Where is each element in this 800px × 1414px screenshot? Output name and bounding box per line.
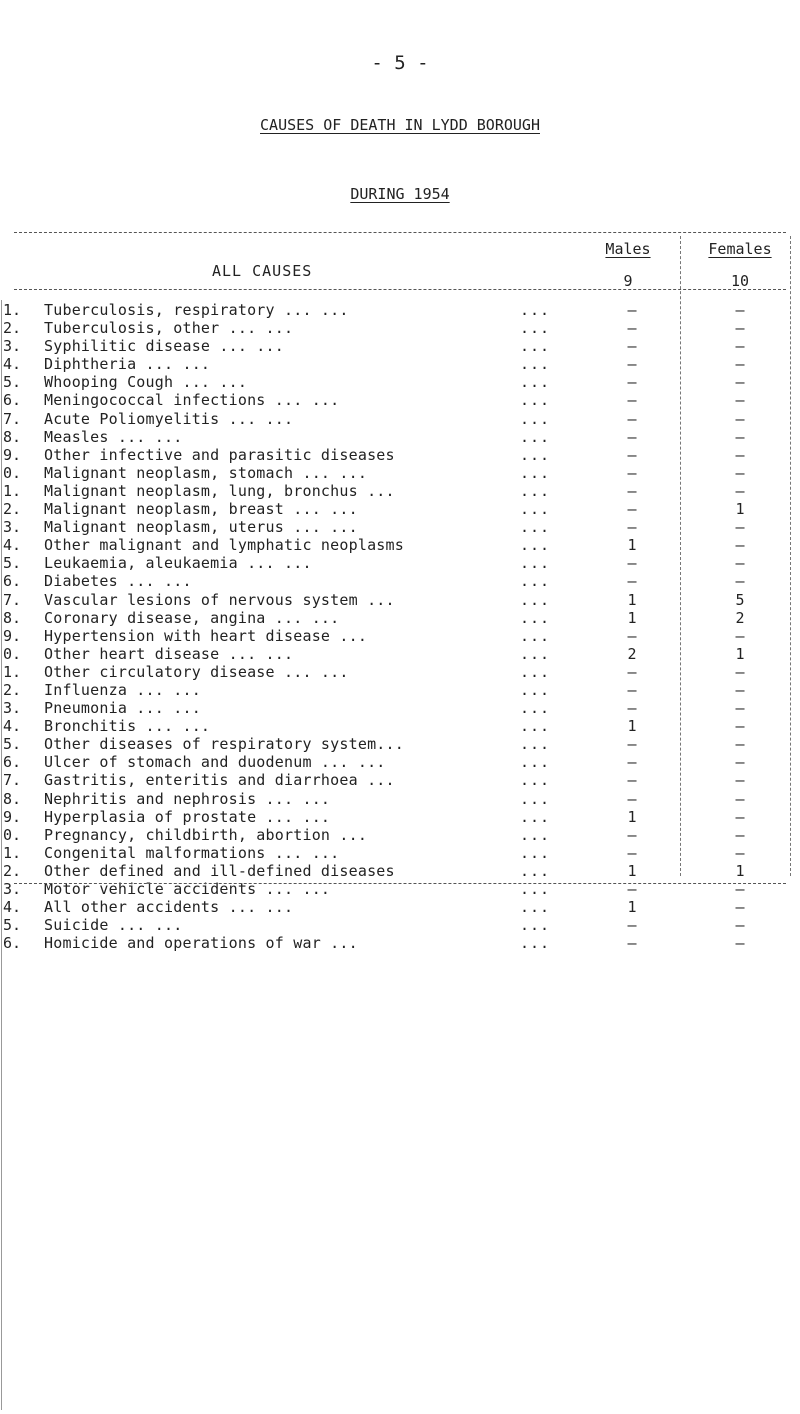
cause-label: Malignant neoplasm, stomach ... ... <box>44 463 368 482</box>
cause-label: Syphilitic disease ... ... <box>44 337 284 356</box>
males-count: – <box>627 373 637 392</box>
table-row <box>0 428 800 446</box>
page-number: - 5 - <box>371 52 429 74</box>
page-title-text: CAUSES OF DEATH IN LYDD BOROUGH <box>260 116 540 134</box>
cause-label: Suicide ... ... <box>44 916 183 935</box>
females-count: – <box>735 319 745 338</box>
cause-label: Diphtheria ... ... <box>44 355 211 374</box>
males-count: – <box>627 445 637 464</box>
cause-label: Tuberculosis, other ... ... <box>44 319 294 338</box>
table-row <box>0 355 800 373</box>
header-rule <box>14 289 786 290</box>
females-count: – <box>735 301 745 319</box>
females-count: – <box>735 554 745 573</box>
row-number: 5. <box>3 735 22 754</box>
cause-label: Measles ... ... <box>44 427 183 446</box>
row-number: 2. <box>3 500 22 519</box>
females-count: – <box>735 735 745 754</box>
males-count: – <box>627 409 637 428</box>
males-count: – <box>627 391 637 410</box>
table-row <box>0 753 800 771</box>
row-number: 0. <box>3 825 22 844</box>
females-count: – <box>735 427 745 446</box>
males-count: 1 <box>627 536 637 555</box>
row-dots: ... <box>520 753 551 772</box>
females-count: – <box>735 536 745 555</box>
cause-label: Other heart disease ... ... <box>44 644 294 663</box>
males-count: 1 <box>627 898 637 917</box>
row-number: 1. <box>3 662 22 681</box>
row-number: 8. <box>3 608 22 627</box>
cause-label: Other circulatory disease ... ... <box>44 662 349 681</box>
females-count: – <box>735 753 745 772</box>
row-number: 9. <box>3 807 22 826</box>
table-row <box>0 735 800 753</box>
row-dots: ... <box>520 843 551 862</box>
females-count: – <box>735 337 745 356</box>
cause-label: Meningococcal infections ... ... <box>44 391 340 410</box>
table-row <box>0 591 800 609</box>
cause-label: Coronary disease, angina ... ... <box>44 608 340 627</box>
row-dots: ... <box>520 735 551 754</box>
row-dots: ... <box>520 717 551 736</box>
row-number: 4. <box>3 717 22 736</box>
females-count: – <box>735 843 745 862</box>
females-count: 1 <box>735 500 745 519</box>
row-number: 7. <box>3 590 22 609</box>
row-dots: ... <box>520 518 551 537</box>
females-count: – <box>735 445 745 464</box>
cause-rows <box>0 301 800 952</box>
females-count: – <box>735 771 745 790</box>
males-header <box>582 240 674 258</box>
cause-label: Leukaemia, aleukaemia ... ... <box>44 554 312 573</box>
table-row <box>0 934 800 952</box>
row-number: 1. <box>3 481 22 500</box>
females-count: – <box>735 409 745 428</box>
females-count: – <box>735 898 745 917</box>
table-row <box>0 898 800 916</box>
males-count: – <box>627 554 637 573</box>
row-number: 8. <box>3 427 22 446</box>
row-dots: ... <box>520 409 551 428</box>
table-row <box>0 301 800 319</box>
females-count: – <box>735 825 745 844</box>
table-row <box>0 717 800 735</box>
females-count: – <box>735 626 745 645</box>
row-number: 4. <box>3 898 22 917</box>
males-count: – <box>627 699 637 718</box>
males-count: – <box>627 771 637 790</box>
males-count: – <box>627 572 637 591</box>
cause-label: Acute Poliomyelitis ... ... <box>44 409 294 428</box>
row-dots: ... <box>520 427 551 446</box>
females-count: – <box>735 355 745 374</box>
cause-label: Malignant neoplasm, uterus ... ... <box>44 518 358 537</box>
females-total: 10 <box>730 272 750 290</box>
table-row <box>0 391 800 409</box>
females-count: – <box>735 463 745 482</box>
table-row <box>0 862 800 880</box>
males-count: – <box>627 916 637 935</box>
table-row <box>0 826 800 844</box>
row-number: 2. <box>3 680 22 699</box>
males-count: – <box>627 301 637 319</box>
page-subtitle-text: DURING 1954 <box>350 185 450 203</box>
table-row <box>0 464 800 482</box>
table-bottom-rule <box>14 883 786 884</box>
row-number: 0. <box>3 463 22 482</box>
table-row <box>0 319 800 337</box>
cause-label: Diabetes ... ... <box>44 572 192 591</box>
cause-label: All other accidents ... ... <box>44 898 294 917</box>
females-count: – <box>735 880 745 898</box>
males-count: 1 <box>627 807 637 826</box>
males-count: – <box>627 337 637 356</box>
cause-label: Gastritis, enteritis and diarrhoea ... <box>44 771 395 790</box>
row-dots: ... <box>520 373 551 392</box>
males-count: – <box>627 789 637 808</box>
table-row <box>0 554 800 572</box>
row-number: 6. <box>3 572 22 591</box>
row-number: 3. <box>3 880 22 898</box>
females-count: – <box>735 934 745 953</box>
cause-label: Other defined and ill-defined diseases <box>44 861 395 880</box>
row-dots: ... <box>520 445 551 464</box>
males-count: – <box>627 934 637 953</box>
males-count: – <box>627 880 637 898</box>
females-count: – <box>735 807 745 826</box>
females-count: 1 <box>735 644 745 663</box>
row-number: 2. <box>3 861 22 880</box>
row-number: 3. <box>3 699 22 718</box>
males-count: – <box>627 825 637 844</box>
females-count: – <box>735 662 745 681</box>
row-number: 9. <box>3 445 22 464</box>
row-number: 5. <box>3 916 22 935</box>
row-number: 3. <box>3 337 22 356</box>
males-count: 2 <box>627 644 637 663</box>
table-row <box>0 536 800 554</box>
row-dots: ... <box>520 337 551 356</box>
table-row <box>0 373 800 391</box>
row-dots: ... <box>520 554 551 573</box>
males-header-label: Males <box>605 240 651 258</box>
row-number: 1. <box>3 843 22 862</box>
row-number: 9. <box>3 626 22 645</box>
males-count: – <box>627 843 637 862</box>
table-top-rule <box>14 232 786 233</box>
females-count: – <box>735 373 745 392</box>
table-row <box>0 572 800 590</box>
males-count: 1 <box>627 717 637 736</box>
table-row <box>0 790 800 808</box>
cause-label: Other infective and parasitic diseases <box>44 445 395 464</box>
table-row <box>0 916 800 934</box>
cause-label: Malignant neoplasm, lung, bronchus ... <box>44 481 395 500</box>
page-title <box>0 116 800 134</box>
cause-label: Influenza ... ... <box>44 680 201 699</box>
females-count: – <box>735 789 745 808</box>
table-row <box>0 645 800 663</box>
table-row <box>0 663 800 681</box>
males-count: – <box>627 427 637 446</box>
row-dots: ... <box>520 626 551 645</box>
females-count: 2 <box>735 608 745 627</box>
cause-label: Tuberculosis, respiratory ... ... <box>44 301 349 319</box>
row-dots: ... <box>520 301 551 319</box>
females-count: – <box>735 680 745 699</box>
table-row <box>0 609 800 627</box>
cause-label: Congenital malformations ... ... <box>44 843 340 862</box>
row-dots: ... <box>520 916 551 935</box>
males-count: – <box>627 518 637 537</box>
table-row <box>0 771 800 789</box>
females-count: 1 <box>735 861 745 880</box>
row-dots: ... <box>520 355 551 374</box>
row-dots: ... <box>520 934 551 953</box>
cause-label: Homicide and operations of war ... <box>44 934 358 953</box>
females-count: – <box>735 916 745 935</box>
table-row <box>0 446 800 464</box>
females-count: – <box>735 717 745 736</box>
row-dots: ... <box>520 771 551 790</box>
row-number: 1. <box>3 301 22 319</box>
males-count: – <box>627 355 637 374</box>
row-dots: ... <box>520 898 551 917</box>
row-dots: ... <box>520 644 551 663</box>
row-dots: ... <box>520 391 551 410</box>
males-count: – <box>627 662 637 681</box>
row-number: 2. <box>3 319 22 338</box>
females-header <box>690 240 790 258</box>
row-number: 7. <box>3 409 22 428</box>
row-number: 7. <box>3 771 22 790</box>
cause-label: Hyperplasia of prostate ... ... <box>44 807 331 826</box>
cause-label: Other malignant and lymphatic neoplasms <box>44 536 404 555</box>
row-dots: ... <box>520 536 551 555</box>
cause-label: Vascular lesions of nervous system ... <box>44 590 395 609</box>
cause-label: Nephritis and nephrosis ... ... <box>44 789 331 808</box>
females-count: – <box>735 391 745 410</box>
row-dots: ... <box>520 608 551 627</box>
males-count: – <box>627 680 637 699</box>
row-dots: ... <box>520 880 551 898</box>
row-dots: ... <box>520 319 551 338</box>
cause-label: Pneumonia ... ... <box>44 699 201 718</box>
table-row <box>0 410 800 428</box>
cause-label: Malignant neoplasm, breast ... ... <box>44 500 358 519</box>
table-row <box>0 518 800 536</box>
row-dots: ... <box>520 699 551 718</box>
females-count: – <box>735 481 745 500</box>
row-dots: ... <box>520 590 551 609</box>
table-row <box>0 500 800 518</box>
females-count: – <box>735 518 745 537</box>
males-count: – <box>627 319 637 338</box>
cause-label: Ulcer of stomach and duodenum ... ... <box>44 753 386 772</box>
males-total: 9 <box>623 272 633 290</box>
table-row <box>0 681 800 699</box>
males-count: 1 <box>627 608 637 627</box>
cause-label: Pregnancy, childbirth, abortion ... <box>44 825 368 844</box>
females-count: 5 <box>735 590 745 609</box>
row-number: 3. <box>3 518 22 537</box>
row-dots: ... <box>520 463 551 482</box>
cause-label: Motor vehicle accidents ... ... <box>44 880 331 898</box>
page-subtitle <box>0 185 800 203</box>
cause-label: Bronchitis ... ... <box>44 717 211 736</box>
males-count: – <box>627 626 637 645</box>
table-row <box>0 627 800 645</box>
males-count: – <box>627 500 637 519</box>
males-count: – <box>627 463 637 482</box>
table-row <box>0 482 800 500</box>
males-count: – <box>627 735 637 754</box>
row-dots: ... <box>520 825 551 844</box>
cause-label: Whooping Cough ... ... <box>44 373 248 392</box>
row-number: 6. <box>3 934 22 953</box>
females-count: – <box>735 572 745 591</box>
males-count: – <box>627 753 637 772</box>
row-dots: ... <box>520 662 551 681</box>
row-dots: ... <box>520 789 551 808</box>
cause-label: Other diseases of respiratory system... <box>44 735 404 754</box>
males-count: – <box>627 481 637 500</box>
row-number: 0. <box>3 644 22 663</box>
row-number: 6. <box>3 391 22 410</box>
row-number: 5. <box>3 554 22 573</box>
row-dots: ... <box>520 481 551 500</box>
row-number: 4. <box>3 536 22 555</box>
cause-label: Hypertension with heart disease ... <box>44 626 368 645</box>
row-dots: ... <box>520 861 551 880</box>
row-dots: ... <box>520 572 551 591</box>
all-causes-label: ALL CAUSES <box>212 262 313 280</box>
table-row <box>0 699 800 717</box>
males-count: 1 <box>627 590 637 609</box>
table-row <box>0 337 800 355</box>
females-count: – <box>735 699 745 718</box>
row-number: 6. <box>3 753 22 772</box>
row-number: 8. <box>3 789 22 808</box>
table-row <box>0 808 800 826</box>
females-header-label: Females <box>708 240 772 258</box>
row-number: 4. <box>3 355 22 374</box>
row-dots: ... <box>520 680 551 699</box>
males-count: 1 <box>627 861 637 880</box>
row-number: 5. <box>3 373 22 392</box>
table-row <box>0 844 800 862</box>
row-dots: ... <box>520 807 551 826</box>
row-dots: ... <box>520 500 551 519</box>
